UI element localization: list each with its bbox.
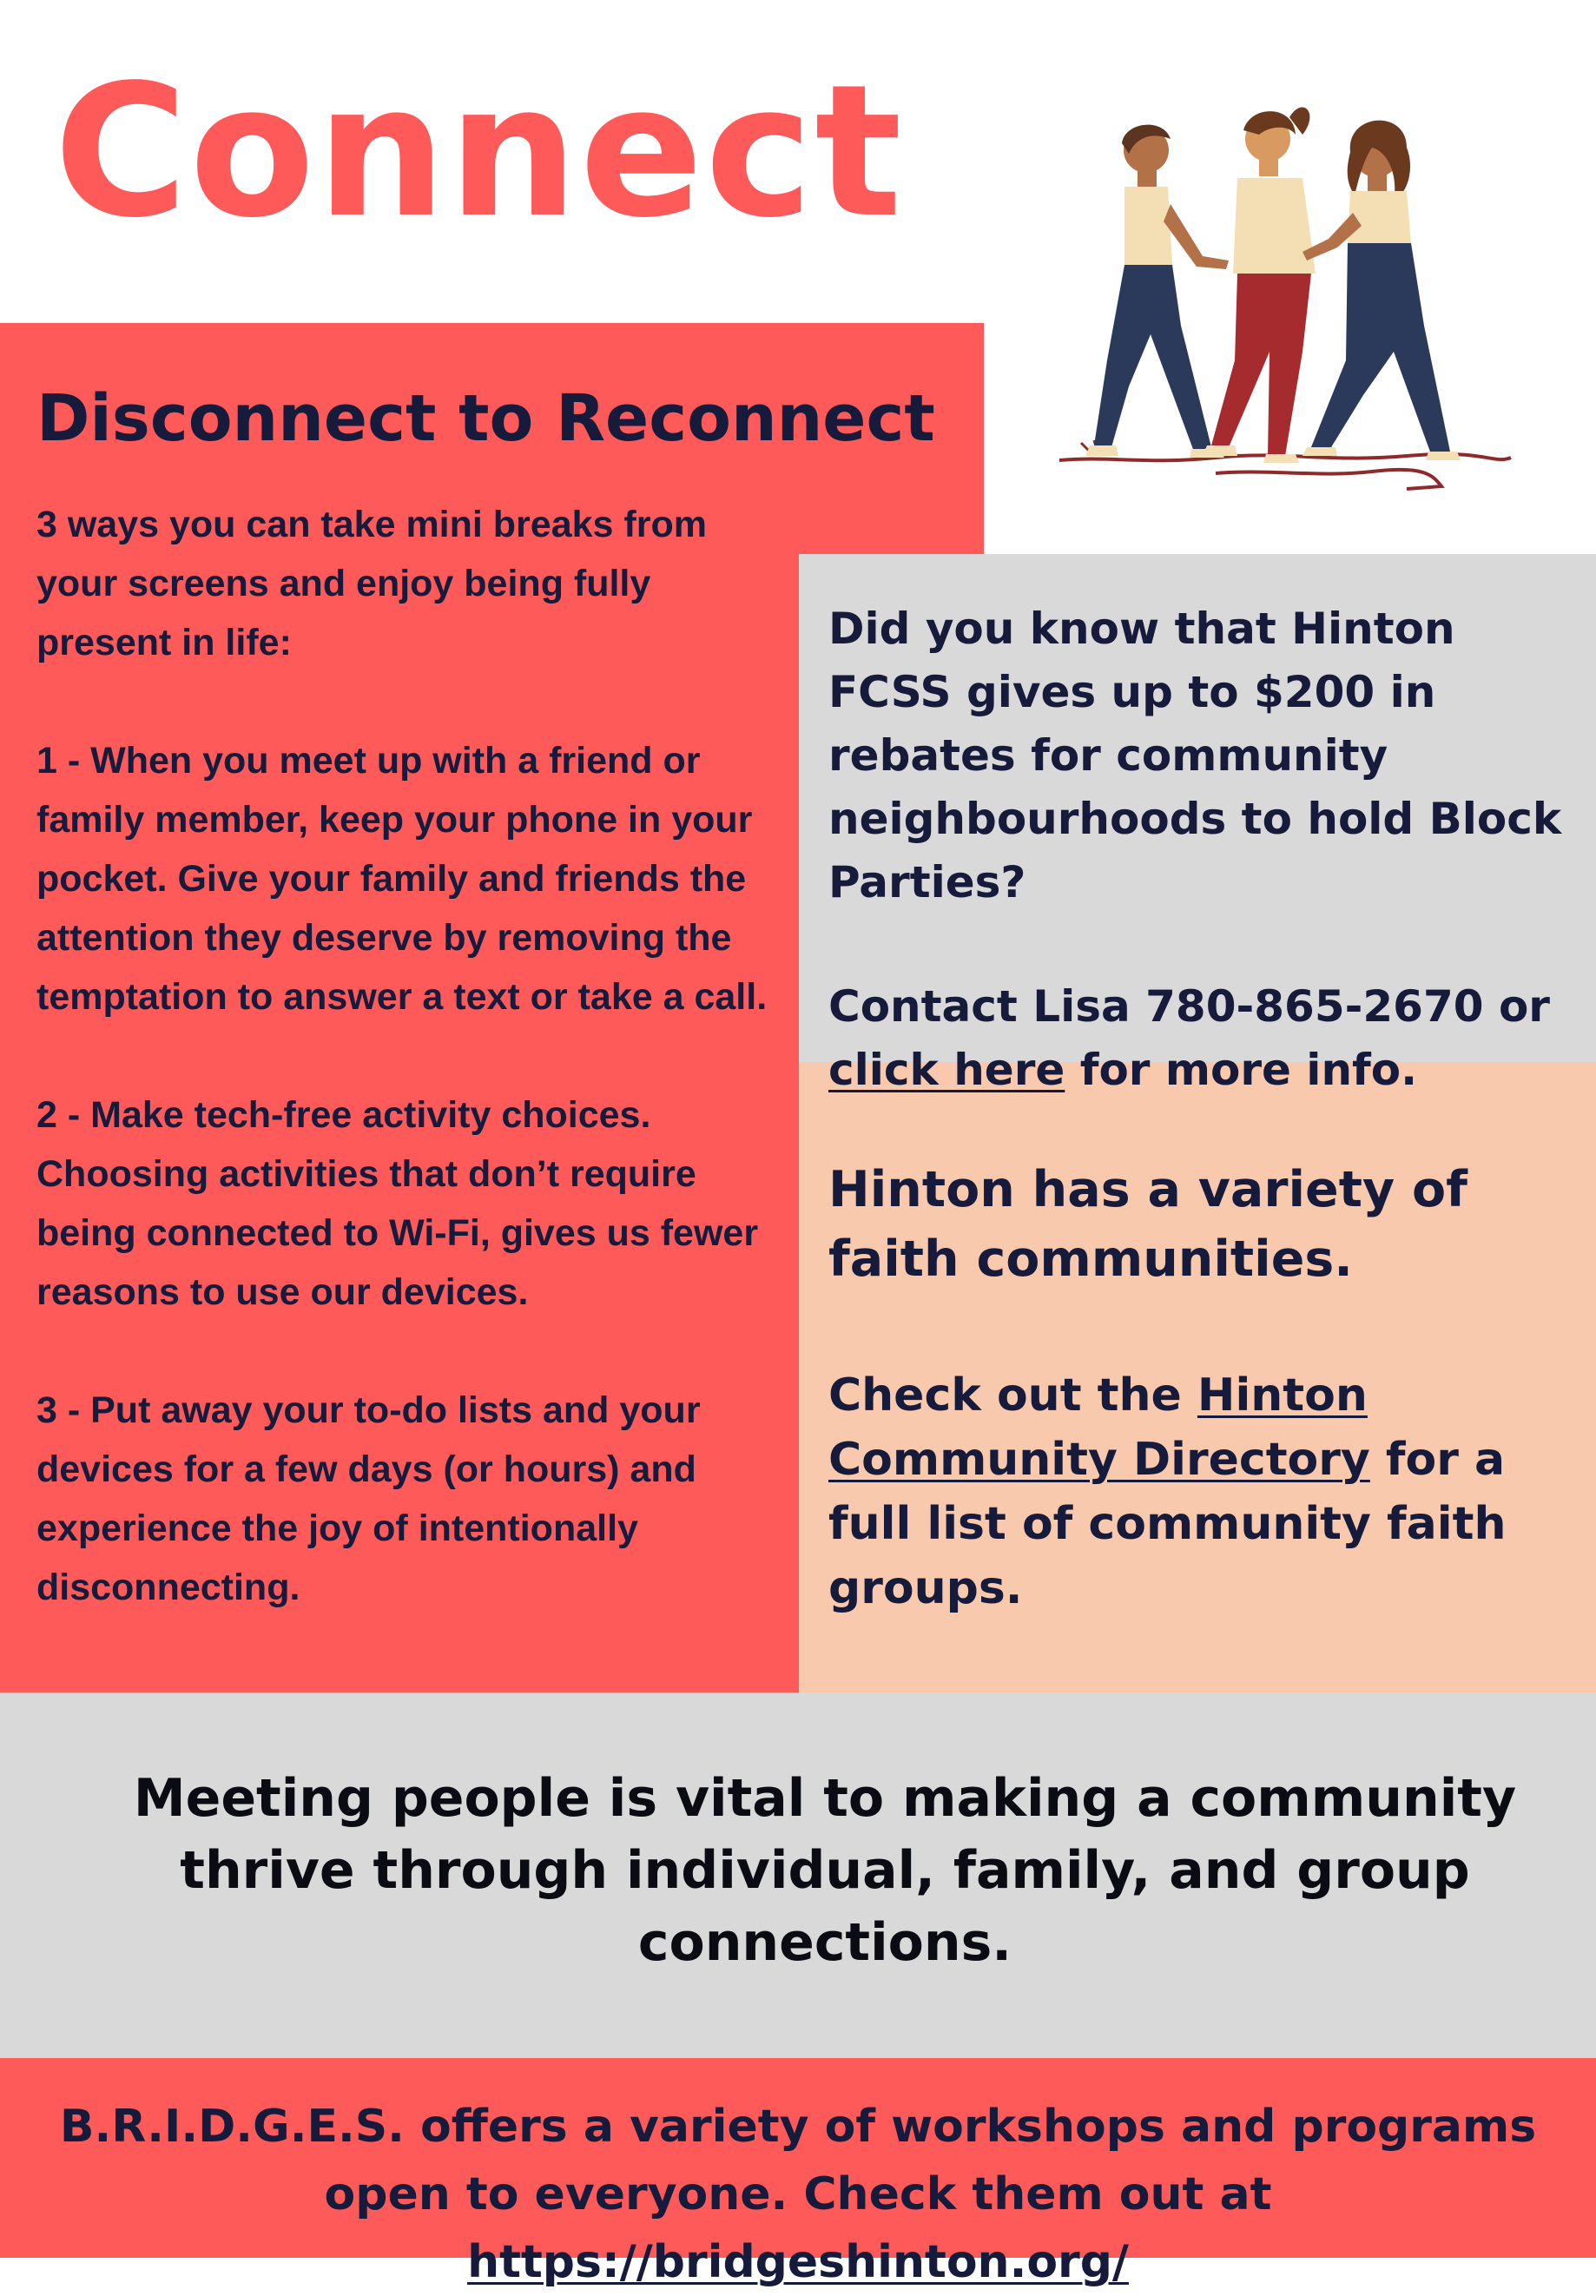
bridges-text-prefix: B.R.I.D.G.E.S. offers a variety of workshops and programs open to everyone. Check them out at (59, 2101, 1537, 2220)
block-party-question: Did you know that Hinton FCSS gives up to $200 in rebates for community neighbourhoods to hold Block Parties? (828, 604, 1562, 907)
tips-intro: 3 ways you can take mini breaks from your screens and enjoy being fully present in life: (36, 504, 707, 663)
page-title: Connect (54, 45, 904, 258)
bridges-text (17, 2093, 1579, 2296)
tip-3: 3 - Put away your to-do lists and your devices for a few days (or hours) and experience the joy of intentionally disconnecting. (36, 1389, 701, 1608)
contact-prefix: Contact Lisa 780-865-2670 or (828, 981, 1550, 1032)
bridges-website-link[interactable]: https://bridgeshinton.org/ (467, 2236, 1129, 2288)
block-party-contact (828, 975, 1593, 1102)
disconnect-heading: Disconnect to Reconnect (36, 381, 935, 456)
three-women-walking-illustration (1042, 100, 1528, 508)
contact-suffix: for more info. (1065, 1045, 1418, 1095)
faith-body (828, 1363, 1593, 1620)
faith-body-prefix: Check out the (828, 1369, 1197, 1422)
click-here-link[interactable]: click here (828, 1045, 1065, 1095)
faith-heading: Hinton has a variety of faith communities. (828, 1161, 1467, 1288)
block-party-text (828, 597, 1593, 1102)
tip-1: 1 - When you meet up with a friend or family member, keep your phone in your pocket. Give your family and friends the attention they deserve by removing the temptation to answer a text or take a call. (36, 740, 768, 1018)
community-directory-link[interactable]: Hinton Community Directory (828, 1369, 1370, 1486)
meeting-text: Meeting people is vital to making a community thrive through individual, family, and group connections. (133, 1768, 1517, 1973)
faith-body-suffix: for a full list of community faith groups. (828, 1434, 1507, 1614)
disconnect-tips (36, 495, 783, 1617)
tip-2: 2 - Make tech-free activity choices. Choosing activities that don’t require being connected to Wi-Fi, gives us fewer reasons to use our devices. (36, 1094, 759, 1313)
